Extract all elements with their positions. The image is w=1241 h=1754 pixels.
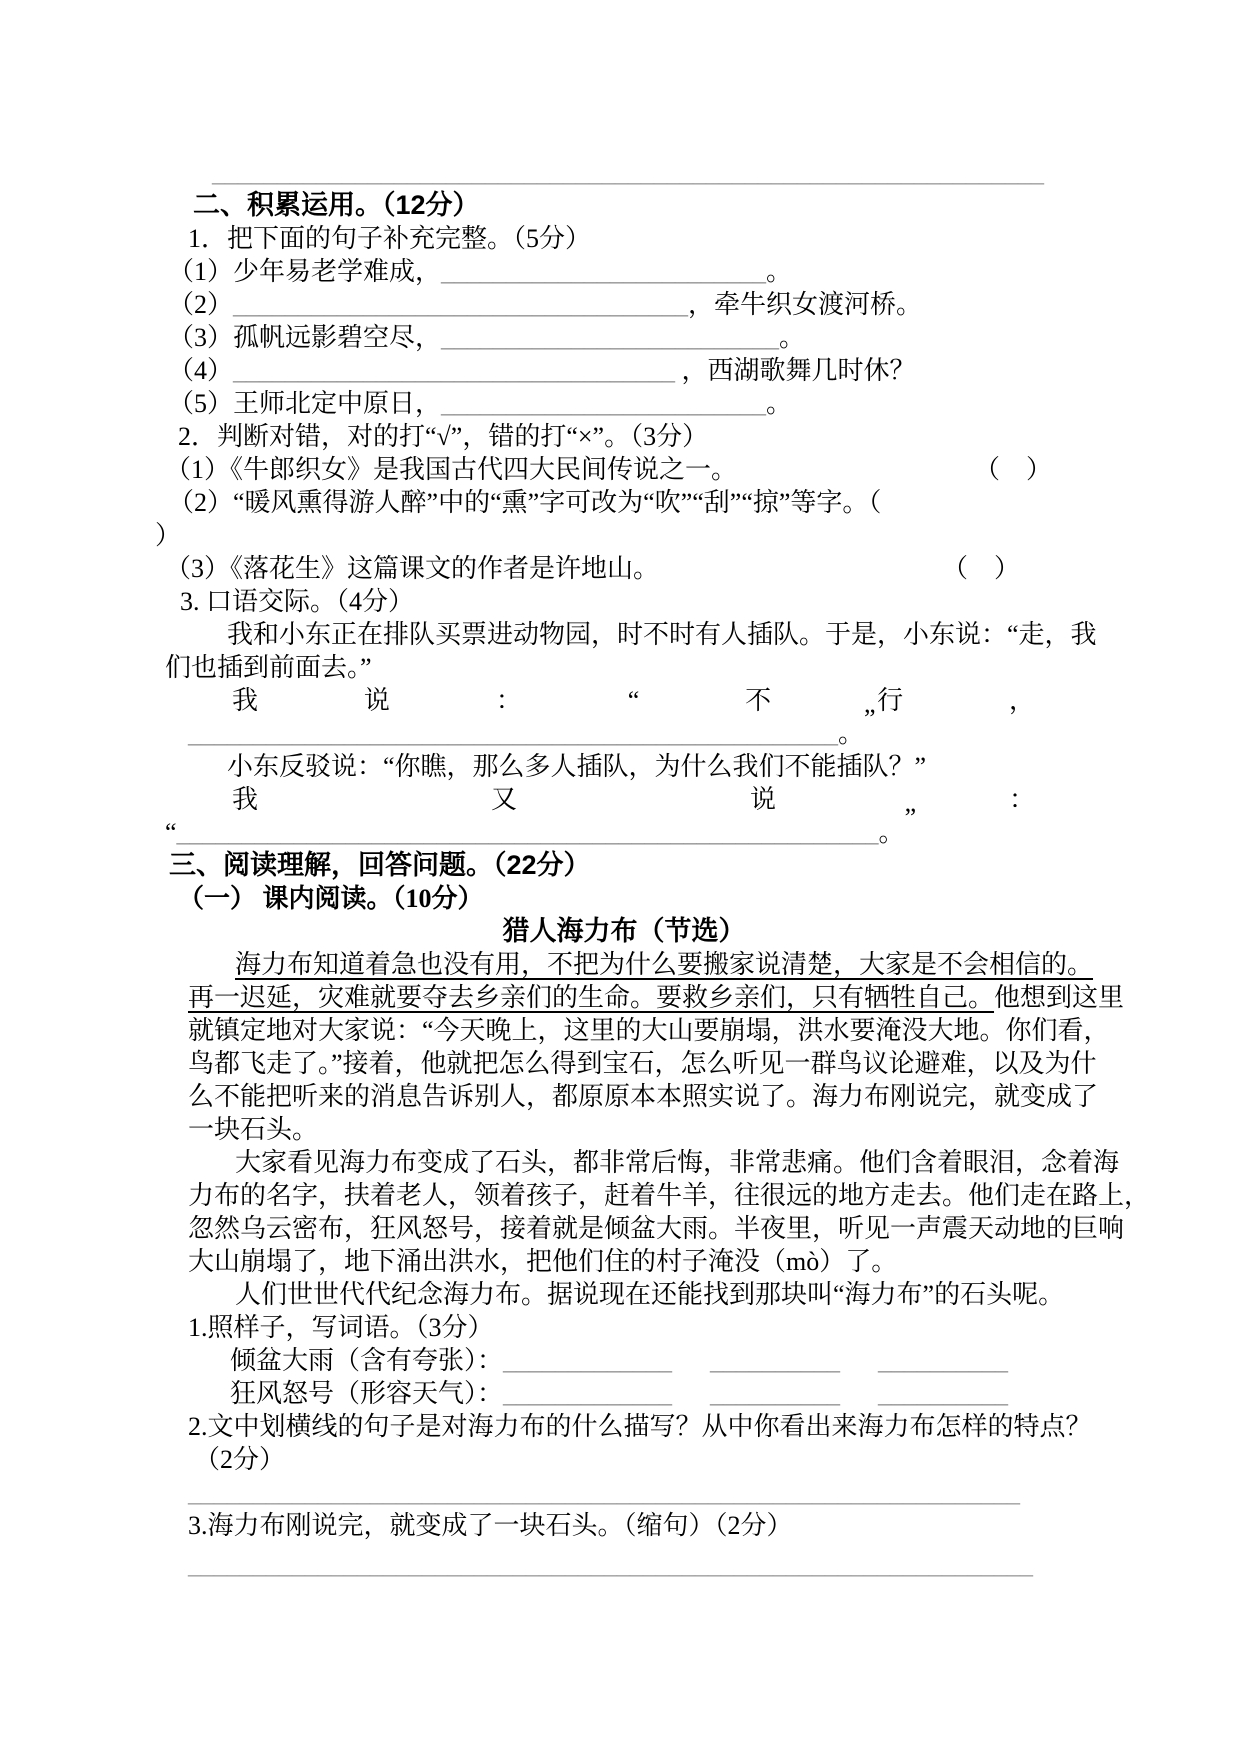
oral-narration-1b: 们也插到前面去。” [165, 653, 372, 682]
fill-item-2 [168, 288, 1060, 321]
judge-item-1-paren: （ ） [973, 455, 1052, 484]
passage-text: 人们世世代代纪念海力布。据说现在还能找到那块叫“海力布”的石头呢。 [235, 1280, 1065, 1309]
fill-item-2-blank: ___________________________________ [233, 290, 689, 319]
word-blank: _____________ [503, 1346, 673, 1375]
passage-text: 忽然乌云密布，狂风怒号，接着就是倾盆大雨。半夜里，听见一声震天动地的巨响 [188, 1214, 1125, 1243]
passage-text: 大家看见海力布变成了石头，都非常后悔，非常悲痛。他们含着眼泪，念着海 [235, 1148, 1120, 1177]
passage-text: 一块石头。 [188, 1115, 319, 1144]
fill-item-1-post: 。 [766, 257, 793, 286]
passage-underlined-text: 海力布知道着急也没有用，不把为什么要搬家说清楚，大家是不会相信的。 [235, 950, 1094, 979]
jrow2-token: ： [1008, 785, 1035, 814]
r-q1-label: 1.照样子，写词语。（3分） [188, 1313, 494, 1342]
judge-item-2: （2）“暖风熏得游人醉”中的“熏”字可改为“吹”“刮”“掠”等字。（ [168, 488, 882, 517]
judge-item-2-wrap: ） [155, 521, 182, 550]
judge-item-3 [165, 552, 1060, 585]
passage-underlined-text: 再一迟延，灾难就要夺去乡亲们的生命。要救乡亲们，只有牺牲自己。 [188, 983, 995, 1012]
word-blank: __________ [710, 1346, 841, 1375]
word-blank-row-1 [230, 1344, 1060, 1377]
fill-item-1 [168, 255, 1060, 288]
passage-text: 他想到这里 [994, 983, 1125, 1012]
word-blank-row-1-label: 倾盆大雨（含有夸张）： [230, 1346, 504, 1375]
jrow1-token: ： [495, 686, 522, 715]
fill-item-4-post: ，西湖歌舞几时休？ [675, 356, 916, 385]
fill-item-2-post: ，牵牛织女渡河桥。 [688, 290, 923, 319]
passage-text: 鸟都飞走了。”接着，他就把怎么得到宝石，怎么听见一群鸟议论避难，以及为什 [188, 1049, 1097, 1078]
jrow1-token: ， [1008, 686, 1035, 715]
word-blank-row-2 [230, 1377, 1060, 1410]
passage-text: 么不能把听来的消息告诉别人，都原原本本照实说了。海力布刚说完，就变成了 [188, 1082, 1099, 1111]
passage-line [188, 1179, 1151, 1212]
word-blank: __________ [878, 1379, 1009, 1408]
judge-item-1-text: （1）《牛郎织女》是我国古代四大民间传说之一。 [165, 455, 738, 484]
passage-text: 大山崩塌了，地下涌出洪水，把他们住的村子淹没（mò）了。 [188, 1247, 898, 1276]
passage-line [188, 1014, 1110, 1047]
passage-line [188, 1212, 1125, 1245]
judge-item-3-text: （3）《落花生》这篇课文的作者是许地山。 [165, 554, 660, 583]
fill-item-2-pre: （2） [168, 290, 234, 319]
fill-item-1-blank: _________________________ [441, 257, 767, 286]
passage-text: 力布的名字，扶着老人，领着孩子，赶着牛羊，往很远的地方走去。他们走在路上， [188, 1181, 1151, 1210]
oral-answer-1-rule: __________________________________________________ [188, 719, 838, 748]
r-q2-line1: 2.文中划横线的句子是对海力布的什么描写？从中你看出来海力布怎样的特点？ [188, 1412, 1092, 1441]
oral-answer-line-1 [188, 704, 1060, 750]
fill-item-3 [168, 321, 1060, 354]
jrow1-token: 不 [745, 686, 772, 715]
top-answer-rule: ________________________________________________________________ [212, 158, 1044, 187]
jrow1-token: 行 [877, 686, 904, 715]
fill-item-1-pre: （1）少年易老学难成， [168, 257, 442, 286]
fill-item-4-pre: （4） [168, 356, 234, 385]
oral-narration-1a: 我和小东正在排队买票进动物园，时不时有人插队。于是，小东说：“走，我 [227, 620, 1097, 649]
passage-text: 就镇定地对大家说：“今天晚上，这里的大山要崩塌，洪水要淹没大地。你们看， [188, 1016, 1110, 1045]
jrow1-token: 我 [232, 686, 259, 715]
word-blank: __________ [710, 1379, 841, 1408]
fill-item-4 [168, 354, 1060, 387]
judge-item-1 [165, 453, 1060, 486]
oral-narration-2: 小东反驳说：“你瞧，那么多人插队，为什么我们不能插队？” [227, 752, 927, 781]
jrow1-token: 说 [363, 686, 390, 715]
oral-justified-row-1 [232, 684, 1035, 717]
r-q2-line2: （2分） [194, 1445, 286, 1474]
passage-line [188, 1245, 1060, 1278]
oral-answer-2-open: “ [165, 818, 177, 847]
oral-answer-2-rule: ______________________________________________________ [176, 818, 879, 847]
jrow1-token: “ [627, 686, 640, 715]
section3-heading: 三、阅读理解，回答问题。（22分） [169, 850, 591, 880]
fill-item-5-blank: _________________________ [441, 389, 767, 418]
fill-item-3-blank: __________________________ [441, 323, 780, 352]
section2-heading: 二、积累运用。（12分） [193, 190, 480, 220]
passage-line [188, 981, 1125, 1014]
fill-item-3-pre: （3）孤帆远影碧空尽， [168, 323, 442, 352]
fill-item-5-post: 。 [766, 389, 793, 418]
word-blank-row-2-label: 狂风怒号（形容天气）： [230, 1379, 504, 1408]
s3-subheading: （一） 课内阅读。（10分） [178, 884, 484, 913]
oral-answer-2-period: 。 [878, 818, 905, 847]
s2-q2-label: 2．判断对错，对的打“√”，错的打“×”。（3分） [178, 422, 709, 451]
passage-line [188, 948, 1094, 981]
r-q3-label: 3.海力布刚说完，就变成了一块石头。（缩句）（2分） [188, 1511, 793, 1540]
oral-answer-1-period: 。 [838, 719, 865, 748]
r-q2-answer-rule: ________________________________________________________________ [188, 1478, 1020, 1507]
jrow2-token: 说 [749, 785, 776, 814]
passage-line [188, 1113, 1060, 1146]
judge-item-3-paren: （ ） [941, 554, 1020, 583]
fill-item-5 [168, 387, 1060, 420]
passage-line [188, 1146, 1120, 1179]
reading-block [178, 882, 1151, 1581]
word-blank: __________ [878, 1346, 1009, 1375]
oral-answer-1-quote: ” [864, 704, 876, 733]
fill-item-5-pre: （5）王师北定中原日， [168, 389, 442, 418]
r-q3-answer-rule: _________________________________________________________________ [188, 1550, 1033, 1579]
s2-q1-label: 1．把下面的句子补充完整。（5分） [188, 224, 592, 253]
passage-line [188, 1047, 1097, 1080]
s2-q3-label: 3. 口语交际。（4分） [180, 587, 415, 616]
jrow2-token: 又 [490, 785, 517, 814]
passage-line [188, 1278, 1065, 1311]
oral-answer-2-quote: ” [904, 803, 917, 832]
passage-title: 猎人海力布（节选） [502, 916, 746, 946]
passage-line [188, 1080, 1099, 1113]
fill-item-3-post: 。 [779, 323, 806, 352]
fill-item-4-blank: __________________________________ [233, 356, 676, 385]
jrow2-token: 我 [232, 785, 259, 814]
word-blank: _____________ [503, 1379, 673, 1408]
oral-answer-line-2 [165, 803, 1060, 849]
